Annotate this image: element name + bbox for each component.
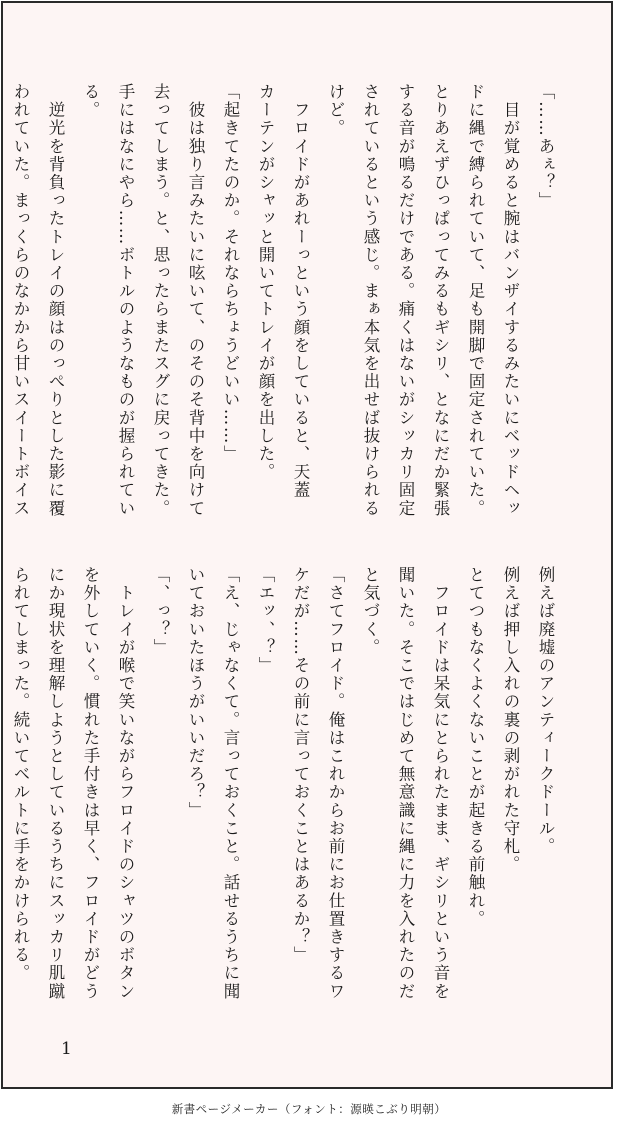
text-line (0, 566, 3, 1006)
text-line: 彼は独り言みたいに呟いて、のそのそ背中を向けて (186, 83, 205, 518)
manuscript-page (1, 1, 613, 1089)
text-line: る。 (81, 83, 100, 120)
text-line: と気づく。 (361, 566, 380, 657)
text-line: カーテンがシャッと開いてトレイが顔を出した。 (256, 83, 275, 482)
text-line: いておいたほうがいいだろ？」 (186, 566, 205, 820)
text-line: されているという感じ。まぁ本気を出せば抜けられる (361, 83, 380, 518)
text-line: 逆光を背負ったトレイの顔はのっぺりとした影に覆 (46, 83, 65, 518)
text-line: とてつもなくよくないことが起きる前触れ。 (466, 566, 485, 928)
text-line: フロイドがあれーっという顔をしていると、天蓋 (291, 83, 310, 500)
footer-credit: 新書ページメーカー（フォント：源暎こぶり明朝） (171, 1102, 447, 1116)
text-line: けど。 (326, 83, 345, 138)
text-line: 「さてフロイド。俺はこれからお前にお仕置きするワ (326, 566, 345, 1001)
text-line: 聞いた。そこではじめて無意識に縄に力を入れたのだ (396, 566, 415, 1001)
text-line: トレイが喉で笑いながらフロイドのシャツのボタン (116, 566, 135, 1001)
text-line: 「エッ、？」 (256, 566, 275, 675)
text-line: られてしまった。続いてベルトに手をかけられる。 (11, 566, 30, 983)
text-block-upper (0, 83, 563, 523)
text-line: われていた。まっくらのなかから甘いスイートボイス (11, 83, 30, 518)
text-block-lower (0, 566, 563, 1006)
text-line: 去ってしまう。と、思ったらまたスグに戻ってきた。 (151, 83, 170, 518)
text-line: とりあえずひっぱってみるもギシリ、となにだか緊張 (431, 83, 450, 518)
text-line (0, 83, 3, 523)
text-line: 手にはなにやら……ボトルのようなものが握られてい (116, 83, 135, 518)
text-line: 目が覚めると腕はバンザイするみたいにベッドヘッ (501, 83, 520, 518)
text-line: ケだが……その前に言っておくことはあるか？」 (291, 566, 310, 965)
text-line: にか現状を理解しようとしているうちにスッカリ肌蹴 (46, 566, 65, 1001)
page-number: 1 (61, 1039, 72, 1059)
text-line: 例えば廃墟のアンティークドール。 (536, 566, 555, 856)
text-line: 「……あぇ？」 (536, 83, 555, 210)
text-line: を外していく。慣れた手付きは早く、フロイドがどう (81, 566, 100, 1001)
text-line: 「起きてたのか。それならちょうどいい……」 (221, 83, 240, 464)
text-line: 「え、じゃなくて。言っておくこと。話せるうちに聞 (221, 566, 240, 1001)
text-line: ドに縄で縛られていて、足も開脚で固定されていた。 (466, 83, 485, 518)
text-line: する音が鳴るだけである。痛くはないがシッカリ固定 (396, 83, 415, 518)
text-line: 例えば押し入れの裏の剥がれた守札。 (501, 566, 520, 874)
text-line: フロイドは呆気にとられたまま、ギシリという音を (431, 566, 450, 1001)
text-line: 「、っ？」 (151, 566, 170, 657)
